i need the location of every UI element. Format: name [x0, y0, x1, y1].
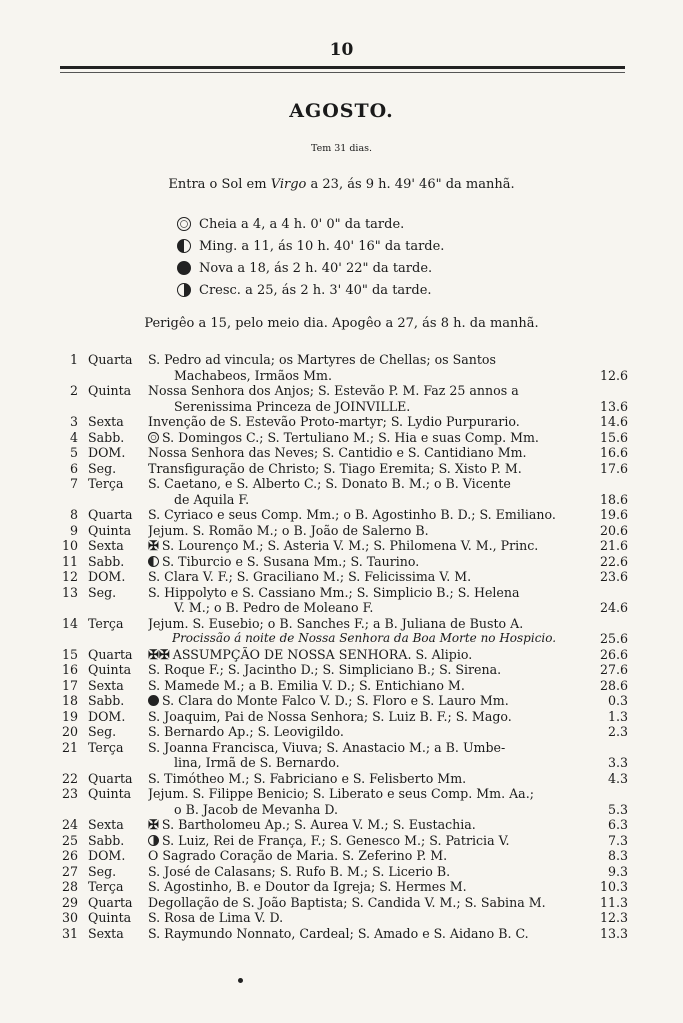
days-note: Tem 31 dias.: [310, 143, 373, 154]
page-mark: [238, 978, 243, 983]
weekday: Quarta: [88, 507, 133, 522]
feast-text: [148, 724, 588, 740]
calendar-entry: [0, 538, 683, 554]
feast-text: [148, 523, 588, 539]
moon-phase-full: [177, 213, 517, 235]
weekday: Sexta: [88, 414, 124, 429]
weekday: Quinta: [88, 786, 132, 801]
moon-phase-text: Cheia a 4, a 4 h. 0' 0" da tarde.: [199, 216, 405, 232]
calendar-entry: [0, 693, 683, 709]
feast-text: [148, 538, 588, 555]
feast-text: [148, 709, 588, 725]
feast-text-content: Serenissima Princeza de JOINVILLE.: [174, 398, 411, 414]
calendar-entry: [0, 585, 683, 616]
moon-age: 13.6: [599, 398, 628, 414]
calendar-entry: [0, 352, 683, 383]
day-number: 16: [61, 662, 78, 677]
moon-age: 25.6: [599, 631, 628, 646]
moon-age: 9.3: [607, 863, 628, 879]
day-number: 14: [61, 615, 78, 631]
entry-line: [0, 569, 683, 585]
feast-text: [148, 414, 588, 430]
day-number: 28: [61, 879, 78, 894]
weekday: Quarta: [88, 352, 133, 367]
feast-text-content: lina, Irmã de S. Bernardo.: [174, 755, 340, 770]
feast-text: [148, 476, 588, 492]
moon-age: 28.6: [599, 677, 628, 693]
moon-phase-text: Cresc. a 25, ás 2 h. 3' 40" da tarde.: [199, 282, 432, 298]
feast-text-content: V. M.; o B. Pedro de Moleano F.: [174, 600, 374, 615]
day-number: 17: [61, 677, 78, 693]
entry-line: [0, 492, 683, 508]
feast-text: [174, 368, 614, 384]
entry-line: [0, 352, 683, 368]
header-rule-thin: [60, 72, 625, 73]
saints-calendar: [0, 352, 683, 941]
feast-text-content: S. Rosa de Lima V. D.: [148, 910, 284, 925]
moon-age: 23.6: [599, 569, 628, 584]
calendar-entry: [0, 709, 683, 725]
weekday: Quarta: [88, 646, 133, 662]
feast-text: [148, 895, 588, 911]
wax-moon-icon: [148, 835, 159, 846]
moon-phase-text: Ming. a 11, ás 10 h. 40' 16" da tarde.: [199, 238, 445, 254]
day-number: 8: [69, 507, 78, 522]
moon-age: 22.6: [599, 553, 628, 569]
weekday: Quinta: [88, 522, 132, 538]
moon-age: 1.3: [607, 708, 628, 724]
weekday: Quinta: [88, 662, 132, 677]
feast-text-content: Jejum. S. Eusebio; o B. Sanches F.; a B. Juliana de Busto A.: [148, 615, 524, 631]
day-number: 10: [61, 538, 78, 553]
weekday: Sexta: [88, 538, 124, 553]
entry-line: [0, 910, 683, 926]
feast-text-content: de Aquila F.: [174, 491, 250, 507]
moon-age: 24.6: [599, 600, 628, 615]
moon-age: 7.3: [607, 832, 628, 848]
weekday: DOM.: [88, 569, 126, 584]
feast-text: [174, 802, 614, 818]
entry-line: [0, 461, 683, 477]
weekday: Terça: [88, 739, 124, 755]
feast-text-content: Procissão á noite de Nossa Senhora da Boa Morte no Hospicio.: [172, 631, 557, 645]
calendar-entry: [0, 523, 683, 539]
feast-text: [148, 430, 588, 446]
feast-text: [148, 879, 588, 895]
feast-text-content: S. Agostinho, B. e Doutor da Igreja; S. Hermes M.: [148, 879, 467, 894]
day-number: 4: [69, 429, 78, 445]
weekday: Sexta: [88, 677, 124, 693]
sun-entry-prefix: Entra o Sol em: [168, 177, 267, 192]
calendar-entry: [0, 833, 683, 849]
feast-text-content: S. Bartholomeu Ap.; S. Aurea V. M.; S. Eustachia.: [161, 817, 476, 832]
calendar-entry: [0, 848, 683, 864]
entry-line: [0, 445, 683, 461]
entry-line: [0, 771, 683, 787]
feast-text: [148, 848, 588, 864]
moon-phase-new: [177, 257, 517, 279]
moon-age: 8.3: [607, 848, 628, 863]
zodiac-sign: Virgo: [270, 177, 307, 192]
entry-line: [0, 507, 683, 523]
moon-age: 13.3: [599, 925, 628, 941]
calendar-entry: [0, 554, 683, 570]
feast-text-content: Nossa Senhora das Neves; S. Cantidio e S. Cantidiano Mm.: [148, 445, 527, 460]
moon-age: 12.3: [599, 910, 628, 925]
feast-text: [148, 817, 588, 834]
day-number: 18: [61, 693, 78, 708]
entry-line: [0, 786, 683, 802]
weekday: DOM.: [88, 445, 126, 460]
entry-line: [0, 709, 683, 725]
moon-age: 20.6: [599, 522, 628, 538]
feast-text: [148, 647, 588, 664]
moon-age: 26.6: [599, 646, 628, 662]
feast-text-content: Jejum. S. Romão M.; o B. João de Salerno B.: [148, 522, 429, 538]
feast-text: [148, 678, 588, 694]
feast-text-content: S. Domingos C.; S. Tertuliano M.; S. Hia e suas Comp. Mm.: [162, 429, 539, 445]
calendar-entry: [0, 926, 683, 942]
day-number: 23: [61, 786, 78, 801]
feast-text: [148, 585, 588, 601]
moon-age: 15.6: [599, 429, 628, 445]
feast-text-content: S. Clara V. F.; S. Graciliano M.; S. Felicissima V. M.: [148, 569, 472, 584]
new-moon-icon: [177, 261, 191, 275]
day-number: 30: [61, 910, 78, 925]
moon-age: 17.6: [599, 460, 628, 476]
feast-text-content: Nossa Senhora dos Anjos; S. Estevão P. M. Faz 25 annos a: [148, 383, 519, 398]
feast-text: [148, 461, 588, 477]
feast-text: [148, 693, 588, 709]
moon-phase-waning: [177, 235, 517, 257]
waning-moon-icon: [177, 239, 191, 253]
feast-text: [148, 569, 588, 585]
weekday: Sexta: [88, 925, 124, 941]
weekday: Quinta: [88, 383, 132, 398]
calendar-entry: [0, 910, 683, 926]
entry-line: [0, 817, 683, 833]
feast-text-content: S. Timótheo M.; S. Fabriciano e S. Felisberto Mm.: [148, 770, 467, 786]
moon-age: 18.6: [599, 491, 628, 507]
maltese-cross-icon: ✠: [148, 539, 159, 554]
feast-text-content: ASSUMPÇÃO DE NOSSA SENHORA. S. Alipio.: [172, 646, 473, 662]
feast-text: [148, 864, 588, 880]
weekday: DOM.: [88, 708, 126, 724]
calendar-entry: [0, 647, 683, 663]
feast-text: [148, 554, 588, 570]
entry-line: [0, 476, 683, 492]
feast-text: [174, 600, 614, 616]
day-number: 6: [69, 460, 78, 476]
maltese-cross-icon: ✠: [148, 818, 159, 833]
feast-text: [148, 926, 588, 942]
feast-text-content: Transfiguração de Christo; S. Tiago Eremita; S. Xisto P. M.: [148, 460, 522, 476]
calendar-entry: [0, 414, 683, 430]
feast-text: [174, 755, 614, 771]
day-number: 1: [69, 352, 78, 367]
waxing-moon-icon: [177, 283, 191, 297]
day-number: 21: [61, 739, 78, 755]
weekday: Sabb.: [88, 832, 125, 848]
feast-text-content: Machabeos, Irmãos Mm.: [174, 367, 332, 383]
entry-line: [0, 724, 683, 740]
feast-text: [174, 399, 614, 415]
calendar-entry: [0, 879, 683, 895]
perigee-apogee: Perigêo a 15, pelo meio dia. Apogêo a 27, ás 8 h. da manhã.: [144, 316, 539, 331]
weekday: Terça: [88, 615, 124, 631]
moon-age: 5.3: [607, 801, 628, 817]
moon-age: 10.3: [599, 879, 628, 894]
calendar-entry: [0, 616, 683, 647]
moon-age: 16.6: [599, 445, 628, 460]
new-moon-icon: [148, 695, 159, 706]
full-moon-icon: [177, 217, 191, 231]
weekday: Seg.: [88, 584, 117, 600]
weekday: Quinta: [88, 910, 132, 925]
entry-line: [0, 848, 683, 864]
entry-line: [0, 554, 683, 570]
feast-text-content: S. José de Calasans; S. Rufo B. M.; S. Licerio B.: [148, 863, 451, 879]
calendar-entry: [0, 569, 683, 585]
feast-text-content: S. Cyriaco e seus Comp. Mm.; o B. Agostinho B. D.; S. Emiliano.: [148, 507, 556, 522]
feast-text-content: Invenção de S. Estevão Proto-martyr; S. Lydio Purpurario.: [148, 414, 520, 429]
weekday: Seg.: [88, 863, 117, 879]
entry-line: [0, 647, 683, 663]
feast-text-content: S. Tiburcio e S. Susana Mm.; S. Taurino.: [162, 553, 420, 569]
calendar-entry: [0, 461, 683, 477]
feast-text-content: S. Caetano, e S. Alberto C.; S. Donato B. M.; o B. Vicente: [148, 476, 511, 491]
moon-age: 6.3: [607, 817, 628, 832]
entry-line: [0, 600, 683, 616]
weekday: Terça: [88, 476, 124, 491]
entry-line: [0, 678, 683, 694]
wane-moon-icon: [148, 556, 159, 567]
day-number: 15: [61, 646, 78, 662]
feast-text: [148, 352, 588, 368]
day-number: 19: [61, 708, 78, 724]
entry-line: [0, 662, 683, 678]
calendar-entry: [0, 786, 683, 817]
feast-text-content: S. Lourenço M.; S. Asteria V. M.; S. Philomena V. M., Princ.: [161, 538, 539, 553]
calendar-entry: [0, 724, 683, 740]
entry-line: [0, 802, 683, 818]
weekday: Seg.: [88, 724, 117, 739]
month-title: AGOSTO.: [289, 100, 394, 122]
day-number: 13: [61, 584, 78, 600]
calendar-entry: [0, 662, 683, 678]
feast-text-content: S. Mamede M.; a B. Emilia V. D.; S. Entichiano M.: [148, 677, 465, 693]
calendar-entry: [0, 430, 683, 446]
day-number: 7: [69, 476, 78, 491]
weekday: Quarta: [88, 770, 133, 786]
calendar-entry: [0, 507, 683, 523]
feast-text: [148, 662, 588, 678]
day-number: 22: [61, 770, 78, 786]
day-number: 2: [69, 383, 78, 398]
feast-text: [174, 492, 614, 508]
calendar-entry: [0, 740, 683, 771]
moon-age: 12.6: [599, 367, 628, 383]
day-number: 26: [61, 848, 78, 863]
moon-age: 19.6: [599, 507, 628, 522]
feast-text-content: S. Luiz, Rei de França, F.; S. Genesco M.; S. Patricia V.: [162, 832, 510, 848]
calendar-entry: [0, 678, 683, 694]
moon-age: 2.3: [607, 724, 628, 739]
sun-entry-suffix: a 23, ás 9 h. 49' 46" da manhã.: [310, 177, 515, 192]
feast-text-content: S. Pedro ad vincula; os Martyres de Chellas; os Santos: [148, 352, 496, 367]
entry-line: [0, 864, 683, 880]
weekday: Seg.: [88, 460, 117, 476]
moon-age: 11.3: [599, 894, 628, 910]
calendar-entry: [0, 476, 683, 507]
feast-text-content: O Sagrado Coração de Maria. S. Zeferino P. M.: [148, 848, 448, 863]
feast-text-content: Jejum. S. Filippe Benicio; S. Liberato e seus Comp. Mm. Aa.;: [148, 786, 534, 801]
day-number: 20: [61, 724, 78, 739]
entry-line: [0, 616, 683, 632]
feast-text-content: Degollação de S. João Baptista; S. Candida V. M.; S. Sabina M.: [148, 894, 546, 910]
entry-line: [0, 399, 683, 415]
weekday: Sabb.: [88, 429, 125, 445]
entry-note: [172, 631, 612, 647]
feast-text: [148, 771, 588, 787]
moon-phase-waxing: [177, 279, 517, 301]
weekday: Quarta: [88, 894, 133, 910]
feast-text-content: S. Joanna Francisca, Viuva; S. Anastacio M.; a B. Umbe-: [148, 739, 506, 755]
entry-line: [0, 523, 683, 539]
entry-line: [0, 895, 683, 911]
feast-text: [148, 445, 588, 461]
feast-text: [148, 786, 588, 802]
feast-text: [148, 833, 588, 849]
entry-line: [0, 879, 683, 895]
calendar-entry: [0, 771, 683, 787]
day-number: 9: [69, 522, 78, 538]
day-number: 11: [61, 553, 78, 569]
feast-text: [148, 740, 588, 756]
moon-age: 27.6: [599, 662, 628, 677]
calendar-entry: [0, 445, 683, 461]
entry-line: [0, 585, 683, 601]
entry-line: [0, 755, 683, 771]
entry-line: [0, 430, 683, 446]
page-number: 10: [329, 40, 354, 60]
calendar-entry: [0, 817, 683, 833]
feast-text-content: o B. Jacob de Mevanha D.: [174, 801, 338, 817]
entry-line: [0, 414, 683, 430]
feast-text-content: S. Joaquim, Pai de Nossa Senhora; S. Luiz B. F.; S. Mago.: [148, 708, 512, 724]
sun-entry: [0, 177, 683, 192]
header-rule-thick: [60, 66, 625, 69]
moon-age: 4.3: [607, 770, 628, 786]
calendar-entry: [0, 383, 683, 414]
full-moon-icon: [148, 432, 159, 443]
moon-phases: [177, 213, 517, 301]
weekday: Sexta: [88, 817, 124, 832]
entry-line: [0, 833, 683, 849]
day-number: 5: [69, 445, 78, 460]
entry-line: [0, 368, 683, 384]
feast-text-content: S. Raymundo Nonnato, Cardeal; S. Amado e S. Aidano B. C.: [148, 925, 529, 941]
day-number: 24: [61, 817, 78, 832]
weekday: Sabb.: [88, 553, 125, 569]
feast-text: [148, 616, 588, 632]
feast-text: [148, 910, 588, 926]
day-number: 3: [69, 414, 78, 429]
feast-text: [148, 507, 588, 523]
day-number: 31: [61, 925, 78, 941]
entry-line: [0, 538, 683, 554]
feast-text-content: S. Roque F.; S. Jacintho D.; S. Simpliciano B.; S. Sirena.: [148, 662, 502, 677]
maltese-cross-icon: ✠✠: [148, 647, 170, 663]
entry-line: [0, 693, 683, 709]
moon-phase-text: Nova a 18, ás 2 h. 40' 22" da tarde.: [199, 260, 433, 276]
feast-text-content: S. Hippolyto e S. Cassiano Mm.; S. Simplicio B.; S. Helena: [148, 584, 520, 600]
moon-age: 21.6: [599, 538, 628, 553]
feast-text-content: S. Clara do Monte Falco V. D.; S. Floro e S. Lauro Mm.: [162, 693, 509, 708]
calendar-entry: [0, 864, 683, 880]
entry-line: [0, 740, 683, 756]
weekday: Sabb.: [88, 693, 125, 708]
day-number: 12: [61, 569, 78, 584]
moon-age: 14.6: [599, 414, 628, 429]
entry-line: [0, 631, 683, 647]
day-number: 29: [61, 894, 78, 910]
weekday: Terça: [88, 879, 124, 894]
moon-age: 3.3: [607, 755, 628, 770]
weekday: DOM.: [88, 848, 126, 863]
calendar-entry: [0, 895, 683, 911]
day-number: 25: [61, 832, 78, 848]
feast-text: [148, 383, 588, 399]
day-number: 27: [61, 863, 78, 879]
moon-age: 0.3: [607, 693, 628, 708]
entry-line: [0, 383, 683, 399]
feast-text-content: S. Bernardo Ap.; S. Leovigildo.: [148, 724, 344, 739]
entry-line: [0, 926, 683, 942]
